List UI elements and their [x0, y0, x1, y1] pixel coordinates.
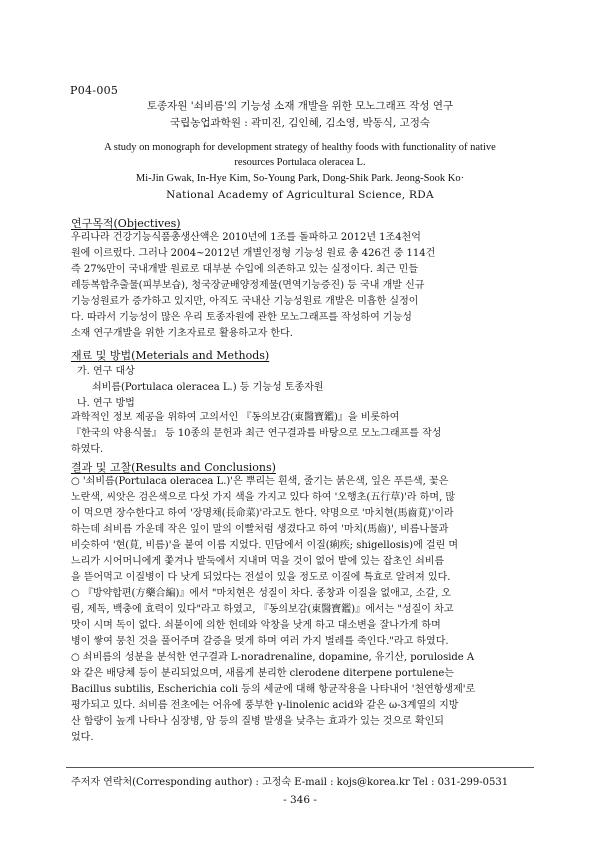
- paragraph-line: ○ '쇠비름(Portulaca oleracea L.)'은 뿌리는 흰색, 줄기는 붉은색, 잎은 푸른색, 꽃은: [71, 476, 449, 487]
- methods-heading: 재료 및 방법(Meterials and Methods): [71, 349, 270, 362]
- methods-subheading-method: 나. 연구 방법: [77, 398, 135, 409]
- paragraph-line: 원에 이르렀다. 그러나 2004~2012년 개별인정형 기능성 원료 총 426건 중 114건: [71, 248, 436, 259]
- methods-target-text: 쇠비름(Portulaca oleracea L.) 등 기능성 토종자원: [92, 382, 324, 393]
- paragraph-line: 평가되고 있다. 쇠비름 전초에는 어유에 풍부한 γ-linolenic acid와 같은 ω-3계열의 지방: [71, 700, 459, 711]
- paragraph-line: ○ 『방약합편(方藥合編)』에서 "마치현은 성질이 차다. 종창과 이질을 없애고, 소갈, 오: [71, 588, 452, 599]
- paragraph-line: 병이 쌓여 뭉친 것을 풀어주며 갈증을 멎게 하며 여러 가지 벌레를 죽인다."라고 하였다.: [71, 636, 449, 647]
- paragraph-line: 기능성원료가 증가하고 있지만, 아직도 국내산 기능성원료 개발은 미흡한 실정이: [71, 296, 419, 307]
- korean-authors: 국립농업과학원 : 곽미진, 김인혜, 김소영, 박동식, 고정숙: [169, 117, 431, 129]
- methods-subheading-target: 가. 연구 대상: [77, 366, 135, 377]
- paragraph-line: ○ 쇠비름의 성분을 분석한 연구결과 L-noradrenaline, dopamine, 유기산, poruloside A: [71, 652, 475, 663]
- paragraph-line: 과학적인 정보 제공을 위하여 고의서인 『동의보감(東醫寶鑑)』을 비롯하여: [71, 412, 400, 423]
- paragraph-line: 하였다.: [71, 444, 104, 455]
- paragraph-line: Bacillus subtilis, Escherichia coli 등의 세균에 대해 항균작용을 나타내어 '천연항생제'로: [71, 684, 476, 695]
- paragraph-line: 다. 따라서 기능성이 많은 우리 토종자원에 관한 모노그래프를 작성하여 기능성: [71, 312, 412, 323]
- paragraph-line: 느리가 시어머니에게 쫓겨나 밭둑에서 지내며 먹을 것이 없어 밭에 있는 잡초인 쇠비름: [71, 556, 445, 567]
- objectives-paragraph: [71, 230, 531, 342]
- paragraph-line: 림, 제독, 백충에 효력이 있다"라고 하였고, 『동의보감(東醫寶鑑)』에서는 "성질이 차고: [71, 604, 454, 615]
- results-paragraph: [71, 474, 531, 746]
- footer-divider: [66, 767, 534, 768]
- english-title-line-2: resources Portulaca oleracea L.: [234, 157, 366, 168]
- paragraph-line: 었다.: [71, 732, 94, 743]
- page-number: - 346 -: [283, 794, 317, 806]
- paragraph-line: 레등복합추출물(피부보습), 청국장균배양정제물(면역기능증진) 등 국내 개발 신규: [71, 280, 425, 291]
- paragraph-line: 우리나라 건강기능식품총생산액은 2010년에 1조를 돌파하고 2012년 1조4천억: [71, 232, 421, 243]
- paragraph-line: 을 뜯어먹고 이질병이 다 낫게 되었다는 전설이 있을 정도로 이질에 특효로 알려져 있다.: [71, 572, 451, 583]
- abstract-code: P04-005: [70, 84, 119, 97]
- methods-paragraph: [71, 410, 531, 458]
- results-heading: 결과 및 고찰(Results and Conclusions): [71, 461, 276, 474]
- english-title-line-1: A study on monograph for development strategy of healthy foods with functionality of native: [104, 142, 496, 153]
- paragraph-line: 산 함량이 높게 나타나 심장병, 암 등의 질병 발생을 낮추는 효과가 있는 것으로 확인되: [71, 716, 444, 727]
- paragraph-line: 와 같은 배당체 등이 분리되었으며, 새롭게 분리한 clerodene diterpene portulene는: [71, 668, 454, 679]
- paragraph-line: 『한국의 약용식물』 등 10종의 문헌과 최근 연구결과를 바탕으로 모노그래프를 작성: [71, 428, 442, 439]
- paragraph-line: 노란색, 씨앗은 검은색으로 다섯 가지 색을 가지고 있다 하여 '오행초(五行草)'라 하며, 많: [71, 492, 456, 503]
- paragraph-line: 이 먹으면 장수한다고 하여 '장명채(長命菜)'라고도 한다. 약명으로 '마치현(馬齒莧)'이라: [71, 508, 454, 519]
- paragraph-line: 즉 27%만이 국내개발 원료로 대부분 수입에 의존하고 있는 실정이다. 최근 민들: [71, 264, 418, 275]
- korean-title: 토종자원 '쇠비름'의 기능성 소재 개발을 위한 모노그래프 작성 연구: [146, 100, 454, 112]
- corresponding-author-contact: 주저자 연락처(Corresponding author) : 고정숙 E-mail : kojs@korea.kr Tel : 031-299-0531: [71, 777, 509, 788]
- paragraph-line: 맛이 시며 독이 없다. 쇠붙이에 의한 헌데와 악창을 낫게 하고 대소변을 잘나가게 하며: [71, 620, 441, 631]
- english-authors: Mi-Jin Gwak, In-Hye Kim, So-Young Park, Dong-Shik Park. Jeong-Sook Ko·: [135, 173, 465, 184]
- paragraph-line: 비슷하여 '현(莧, 비름)'을 붙여 이름 지었다. 민담에서 이질(痢疾; shigellosis)에 걸린 며: [71, 540, 459, 551]
- english-institution: National Academy of Agricultural Science, RDA: [166, 189, 434, 201]
- paragraph-line: 소재 연구개발을 위한 기초자료로 활용하고자 한다.: [71, 328, 293, 339]
- paragraph-line: 하는데 쇠비름 가운데 작은 잎이 말의 이빨처럼 생겼다고 하여 '마치(馬齒)', 비름나물과: [71, 524, 449, 535]
- objectives-heading: 연구목적(Objectives): [71, 217, 181, 230]
